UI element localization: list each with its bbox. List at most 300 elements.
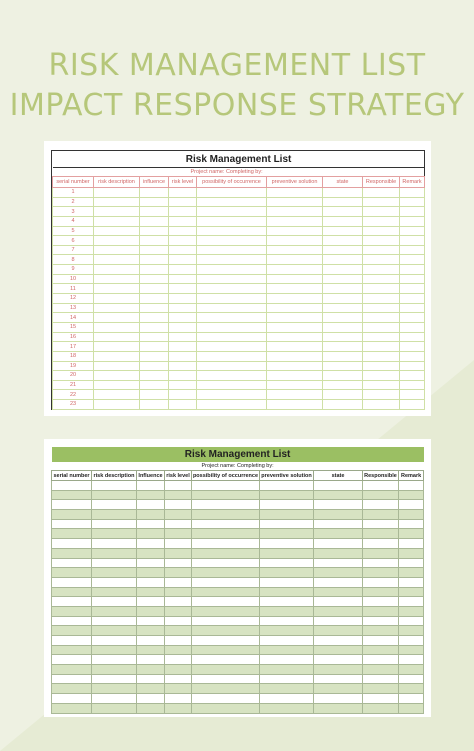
table-cell — [400, 236, 425, 246]
table-cell — [323, 380, 363, 390]
table-cell — [363, 255, 400, 265]
table-cell — [52, 500, 92, 510]
table-cell — [52, 684, 92, 694]
table-row — [52, 568, 424, 578]
table-cell — [323, 294, 363, 304]
table-cell — [400, 197, 425, 207]
table-cell — [323, 255, 363, 265]
table-cell — [363, 626, 399, 636]
serial-number-cell: 1 — [53, 188, 94, 198]
table-cell — [197, 207, 267, 217]
table-cell — [169, 332, 197, 342]
table-cell — [52, 616, 92, 626]
table-cell — [399, 665, 424, 675]
table-cell — [363, 694, 399, 704]
table-cell — [197, 303, 267, 313]
table-row — [53, 371, 425, 381]
table-cell — [52, 606, 92, 616]
project-info: Project name: Completing by: — [201, 463, 274, 469]
serial-number-cell: 23 — [53, 400, 94, 410]
table-row — [53, 361, 425, 371]
serial-number-cell: 6 — [53, 236, 94, 246]
serial-number-cell: 18 — [53, 351, 94, 361]
table-cell — [169, 371, 197, 381]
table-cell — [267, 332, 323, 342]
table-row — [52, 703, 424, 713]
table-cell — [197, 245, 267, 255]
table-cell — [140, 332, 169, 342]
table-cell — [52, 510, 92, 520]
column-header: Remark — [400, 177, 425, 188]
table-row — [53, 265, 425, 275]
table-cell — [197, 342, 267, 352]
table-cell — [363, 490, 399, 500]
table-cell — [260, 510, 314, 520]
table-cell — [94, 351, 140, 361]
table-cell — [323, 371, 363, 381]
table-cell — [363, 313, 400, 323]
column-header: possibility of occurrence — [197, 177, 267, 188]
table-cell — [137, 636, 165, 646]
table-cell — [140, 197, 169, 207]
table-cell — [323, 216, 363, 226]
table-cell — [267, 207, 323, 217]
table-cell — [197, 226, 267, 236]
table-row — [53, 207, 425, 217]
table-cell — [94, 245, 140, 255]
table-cell — [169, 197, 197, 207]
table-row — [53, 255, 425, 265]
table-row — [52, 684, 424, 694]
table-cell — [52, 655, 92, 665]
table-cell — [140, 207, 169, 217]
table-cell — [197, 390, 267, 400]
table-cell — [197, 400, 267, 410]
table-cell — [137, 577, 165, 587]
serial-number-cell: 21 — [53, 380, 94, 390]
table-cell — [165, 703, 192, 713]
table-cell — [267, 255, 323, 265]
table-cell — [260, 529, 314, 539]
table-cell — [323, 226, 363, 236]
table-cell — [92, 539, 137, 549]
table-row — [52, 694, 424, 704]
table-cell — [399, 655, 424, 665]
table-cell — [197, 265, 267, 275]
table-cell — [197, 351, 267, 361]
table-cell — [363, 371, 400, 381]
table-cell — [92, 568, 137, 578]
table-cell — [323, 188, 363, 198]
table-cell — [399, 529, 424, 539]
table-cell — [314, 481, 363, 491]
table-cell — [267, 216, 323, 226]
table-cell — [197, 313, 267, 323]
table-cell — [399, 616, 424, 626]
table-cell — [137, 539, 165, 549]
table-cell — [92, 510, 137, 520]
table-cell — [140, 380, 169, 390]
risk-list-preview-outline — [44, 141, 431, 416]
table-cell — [314, 597, 363, 607]
page-heading-line-2: IMPACT RESPONSE STRATEGY — [9, 88, 465, 123]
table-cell — [165, 597, 192, 607]
table-cell — [400, 216, 425, 226]
serial-number-cell: 3 — [53, 207, 94, 217]
table-cell — [260, 665, 314, 675]
table-cell — [165, 568, 192, 578]
table-cell — [192, 703, 260, 713]
serial-number-cell: 15 — [53, 322, 94, 332]
serial-number-cell: 11 — [53, 284, 94, 294]
table-cell — [52, 626, 92, 636]
table-cell — [52, 568, 92, 578]
table-cell — [323, 322, 363, 332]
table-cell — [52, 558, 92, 568]
table-cell — [260, 703, 314, 713]
table-cell — [399, 674, 424, 684]
table-cell — [260, 558, 314, 568]
table-cell — [314, 655, 363, 665]
table-cell — [92, 616, 137, 626]
table-row — [52, 529, 424, 539]
table-row — [52, 519, 424, 529]
table-cell — [169, 361, 197, 371]
table-row — [52, 577, 424, 587]
table-cell — [363, 216, 400, 226]
table-cell — [314, 529, 363, 539]
table-row — [53, 332, 425, 342]
table-cell — [94, 216, 140, 226]
table-cell — [169, 322, 197, 332]
table-cell — [140, 236, 169, 246]
table-cell — [314, 519, 363, 529]
table-cell — [400, 303, 425, 313]
table-cell — [92, 529, 137, 539]
table-cell — [92, 636, 137, 646]
risk-table-outline — [52, 151, 425, 410]
table-cell — [140, 342, 169, 352]
table-cell — [363, 332, 400, 342]
table-cell — [140, 255, 169, 265]
table-cell — [169, 255, 197, 265]
table-cell — [94, 188, 140, 198]
table-cell — [192, 636, 260, 646]
table-row — [52, 665, 424, 675]
table-cell — [137, 703, 165, 713]
table-cell — [267, 361, 323, 371]
table-cell — [267, 371, 323, 381]
table-cell — [260, 568, 314, 578]
table-cell — [165, 587, 192, 597]
table-cell — [399, 548, 424, 558]
table-cell — [165, 519, 192, 529]
table-cell — [267, 188, 323, 198]
table-row — [53, 313, 425, 323]
table-row — [52, 539, 424, 549]
table-cell — [137, 548, 165, 558]
table-cell — [400, 380, 425, 390]
table-cell — [92, 500, 137, 510]
table-row — [53, 390, 425, 400]
table-cell — [192, 539, 260, 549]
table-cell — [94, 226, 140, 236]
table-cell — [192, 529, 260, 539]
table-cell — [260, 500, 314, 510]
table-cell — [140, 371, 169, 381]
table-cell — [192, 606, 260, 616]
table-cell — [137, 529, 165, 539]
table-cell — [399, 684, 424, 694]
table-cell — [363, 703, 399, 713]
table-cell — [400, 207, 425, 217]
table-row — [52, 606, 424, 616]
table-cell — [267, 294, 323, 304]
table-cell — [363, 645, 399, 655]
serial-number-cell: 14 — [53, 313, 94, 323]
serial-number-cell: 16 — [53, 332, 94, 342]
table-row — [52, 510, 424, 520]
table-cell — [140, 351, 169, 361]
table-row — [52, 626, 424, 636]
column-header: risk description — [94, 177, 140, 188]
table-cell — [314, 568, 363, 578]
table-cell — [363, 265, 400, 275]
table-row — [52, 655, 424, 665]
table-cell — [52, 645, 92, 655]
serial-number-cell: 22 — [53, 390, 94, 400]
table-row — [53, 400, 425, 410]
table-cell — [197, 332, 267, 342]
table-cell — [94, 390, 140, 400]
table-cell — [363, 351, 400, 361]
table-cell — [400, 294, 425, 304]
table-cell — [399, 645, 424, 655]
table-cell — [323, 207, 363, 217]
column-header: Influence — [138, 472, 163, 479]
serial-number-cell: 13 — [53, 303, 94, 313]
table-cell — [137, 510, 165, 520]
table-cell — [169, 284, 197, 294]
table-cell — [137, 481, 165, 491]
sheet-title: Risk Management List — [53, 151, 425, 168]
table-cell — [323, 400, 363, 410]
table-cell — [140, 284, 169, 294]
table-cell — [197, 322, 267, 332]
table-cell — [137, 500, 165, 510]
table-cell — [363, 400, 400, 410]
table-cell — [165, 510, 192, 520]
spreadsheet-outline — [51, 150, 425, 410]
table-cell — [363, 519, 399, 529]
table-cell — [192, 665, 260, 675]
table-cell — [52, 597, 92, 607]
table-cell — [314, 703, 363, 713]
risk-list-preview-green — [44, 439, 431, 717]
table-cell — [267, 284, 323, 294]
table-cell — [169, 351, 197, 361]
table-cell — [363, 597, 399, 607]
table-cell — [92, 674, 137, 684]
table-cell — [260, 606, 314, 616]
table-cell — [137, 626, 165, 636]
table-cell — [260, 636, 314, 646]
table-cell — [165, 655, 192, 665]
table-cell — [260, 674, 314, 684]
serial-number-cell: 20 — [53, 371, 94, 381]
table-cell — [169, 245, 197, 255]
table-cell — [92, 597, 137, 607]
page-heading-line-1: RISK MANAGEMENT LIST — [48, 48, 426, 83]
table-cell — [400, 351, 425, 361]
table-cell — [92, 665, 137, 675]
table-cell — [323, 313, 363, 323]
table-row — [52, 558, 424, 568]
table-cell — [52, 519, 92, 529]
table-cell — [267, 313, 323, 323]
table-cell — [92, 626, 137, 636]
table-cell — [137, 490, 165, 500]
table-cell — [94, 322, 140, 332]
table-cell — [260, 694, 314, 704]
table-cell — [92, 655, 137, 665]
table-cell — [192, 645, 260, 655]
table-cell — [363, 390, 400, 400]
table-cell — [137, 519, 165, 529]
table-cell — [140, 294, 169, 304]
table-cell — [260, 655, 314, 665]
table-row — [53, 236, 425, 246]
table-cell — [399, 510, 424, 520]
table-cell — [400, 342, 425, 352]
table-cell — [94, 274, 140, 284]
table-cell — [140, 303, 169, 313]
table-cell — [267, 265, 323, 275]
table-cell — [197, 255, 267, 265]
table-cell — [363, 587, 399, 597]
table-cell — [314, 616, 363, 626]
table-cell — [363, 294, 400, 304]
column-header: state — [314, 471, 363, 481]
table-cell — [363, 616, 399, 626]
table-cell — [260, 597, 314, 607]
table-cell — [137, 597, 165, 607]
serial-number-cell: 9 — [53, 265, 94, 275]
table-cell — [399, 626, 424, 636]
table-cell — [400, 361, 425, 371]
table-cell — [140, 245, 169, 255]
table-cell — [197, 197, 267, 207]
column-header: risk description — [92, 471, 137, 481]
table-cell — [137, 674, 165, 684]
table-cell — [137, 616, 165, 626]
column-header: risk level — [169, 177, 197, 188]
table-cell — [197, 216, 267, 226]
table-cell — [314, 606, 363, 616]
table-cell — [52, 694, 92, 704]
table-cell — [92, 558, 137, 568]
table-cell — [323, 284, 363, 294]
table-cell — [400, 226, 425, 236]
table-cell — [52, 703, 92, 713]
table-cell — [323, 361, 363, 371]
table-row — [53, 303, 425, 313]
table-cell — [92, 548, 137, 558]
table-cell — [165, 626, 192, 636]
table-cell — [314, 636, 363, 646]
table-cell — [165, 616, 192, 626]
table-cell — [399, 587, 424, 597]
table-cell — [140, 216, 169, 226]
table-cell — [400, 371, 425, 381]
table-cell — [165, 490, 192, 500]
table-cell — [267, 303, 323, 313]
table-cell — [165, 529, 192, 539]
table-cell — [52, 577, 92, 587]
table-cell — [137, 568, 165, 578]
table-cell — [363, 558, 399, 568]
table-cell — [399, 490, 424, 500]
table-cell — [92, 606, 137, 616]
column-header: serial number — [53, 177, 94, 188]
table-cell — [399, 568, 424, 578]
table-cell — [137, 606, 165, 616]
table-cell — [169, 226, 197, 236]
header-row — [52, 471, 424, 481]
table-cell — [165, 606, 192, 616]
table-cell — [267, 322, 323, 332]
table-row — [52, 548, 424, 558]
table-cell — [363, 361, 400, 371]
table-cell — [140, 188, 169, 198]
table-cell — [363, 207, 400, 217]
table-cell — [260, 684, 314, 694]
serial-number-cell: 19 — [53, 361, 94, 371]
column-header: Responsible — [363, 177, 400, 188]
table-row — [52, 674, 424, 684]
table-cell — [260, 481, 314, 491]
table-cell — [140, 226, 169, 236]
table-cell — [314, 510, 363, 520]
table-cell — [192, 674, 260, 684]
table-cell — [267, 236, 323, 246]
table-row — [53, 188, 425, 198]
table-cell — [363, 529, 399, 539]
table-cell — [94, 265, 140, 275]
table-cell — [165, 645, 192, 655]
table-cell — [169, 236, 197, 246]
table-cell — [314, 587, 363, 597]
table-cell — [400, 274, 425, 284]
column-header: possibility of occurrence — [192, 472, 259, 479]
table-cell — [94, 303, 140, 313]
table-cell — [323, 351, 363, 361]
table-cell — [140, 265, 169, 275]
table-cell — [140, 313, 169, 323]
table-cell — [260, 626, 314, 636]
table-cell — [314, 645, 363, 655]
serial-number-cell: 10 — [53, 274, 94, 284]
table-cell — [260, 587, 314, 597]
table-cell — [140, 361, 169, 371]
table-cell — [169, 207, 197, 217]
table-cell — [267, 226, 323, 236]
table-cell — [267, 380, 323, 390]
table-cell — [197, 284, 267, 294]
table-cell — [323, 197, 363, 207]
table-cell — [165, 665, 192, 675]
table-cell — [363, 684, 399, 694]
